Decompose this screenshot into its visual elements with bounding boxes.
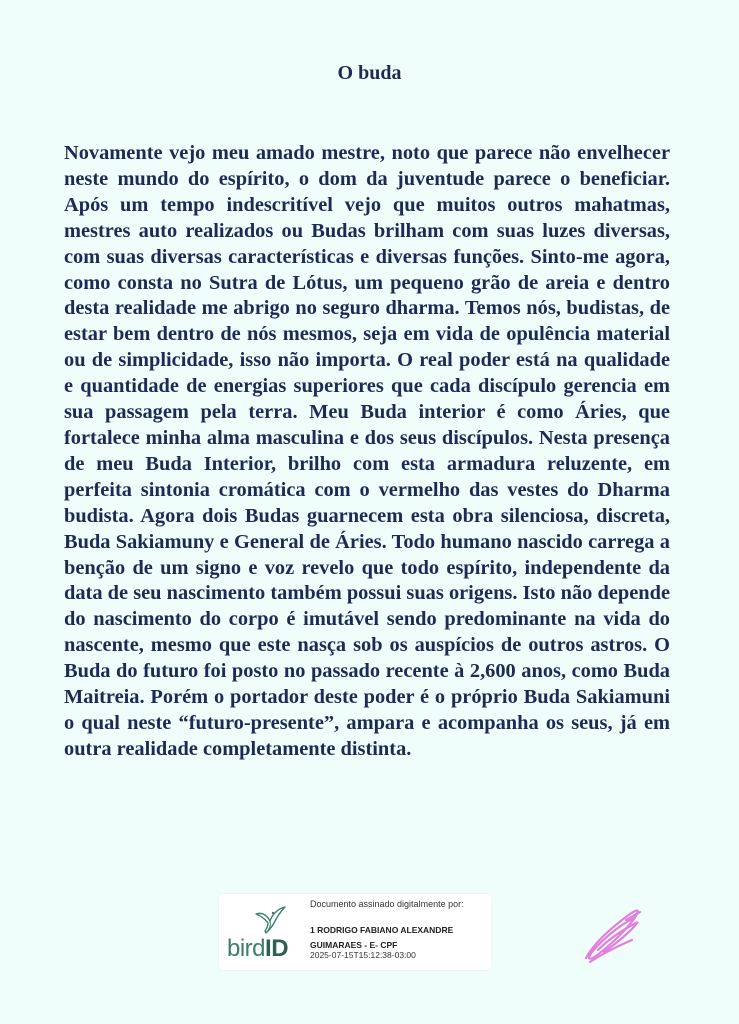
logo-text-bold: ID — [265, 935, 289, 962]
signature-timestamp: 2025-07-15T15:12:38-03:00 — [310, 950, 416, 960]
handwritten-signature — [578, 900, 648, 970]
bird-icon — [252, 904, 288, 936]
birdid-wordmark — [227, 936, 288, 962]
signature-label: Documento assinado digitalmente por: — [310, 899, 464, 909]
logo-text-light: bird — [227, 935, 266, 962]
page-title: O buda — [337, 62, 402, 84]
body-paragraph: Novamente vejo meu amado mestre, noto que parece não envelhecer neste mundo do espírito, o dom da juventude parece o beneficiar. Após um tempo indescritível vejo que muitos outros mahatmas, mestres auto realizados ou Budas brilham com suas luzes diversas, com suas diversas características e diversas funções. Sinto-me agora, como consta no Sutra de Lótus, um pequeno grão de areia e dentro desta realidade me abrigo no seguro dharma. Temos nós, budistas, de estar bem dentro de nós mesmos, seja em vida de opulência material ou de simplicidade, isso não importa. O real poder está na qualidade e quantidade de energias superiores que cada discípulo gerencia em sua passagem pela terra. Meu Buda interior é como Áries, que fortalece minha alma masculina e dos seus discípulos. Nesta presença de meu Buda Interior, brilho com esta armadura reluzente, em perfeita sintonia cromática com o vermelho das vestes do Dharma budista. Agora dois Budas guarnecem esta obra silenciosa, discreta, Buda Sakiamuny e General de Áries. Todo humano nascido carrega a benção de um signo e voz revelo que todo espírito, independente da data de seu nascimento também possui suas origens. Isto não depende do nascimento do corpo é imutável sendo predominante na vida do nascente, mesmo que este nasça sob os auspícios de outros astros. O Buda do futuro foi posto no passado recente à 2,600 anos, como Buda Maitreia. Porém o portador deste poder é o próprio Buda Sakiamuni o qual neste “futuro-presente”, ampara e acompanha os seus, já em outra realidade completamente distinta. — [64, 142, 670, 760]
signer-name: 1 RODRIGO FABIANO ALEXANDRE GUIMARAES - E- CPF — [310, 925, 454, 950]
birdid-logo — [227, 904, 309, 962]
digital-signature-stamp — [219, 894, 491, 970]
